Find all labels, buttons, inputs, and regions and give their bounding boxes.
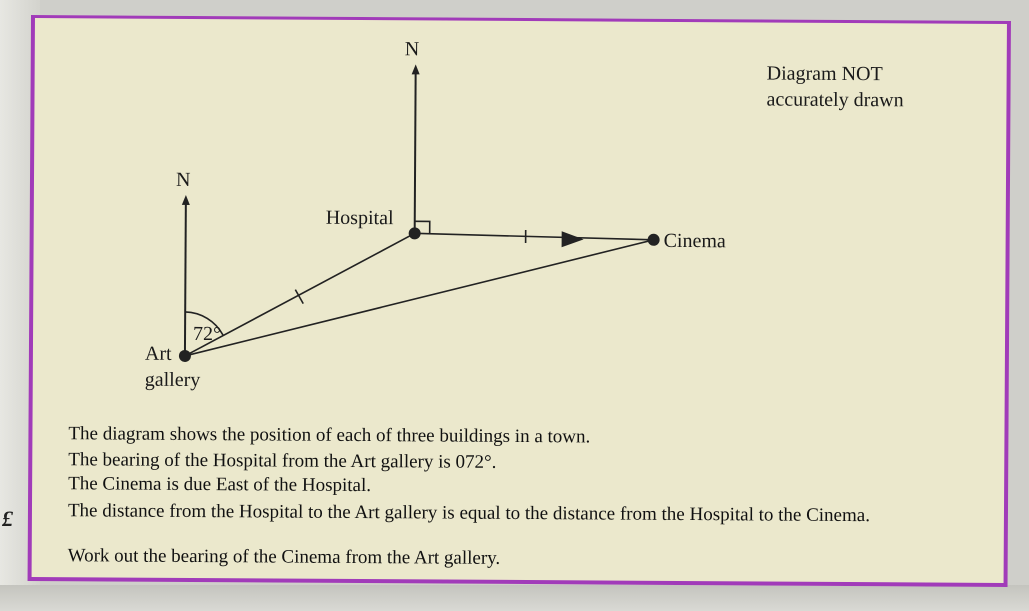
art-north-label: N	[175, 168, 191, 191]
art-north-line	[185, 201, 186, 356]
margin-mark: £	[2, 506, 13, 531]
diagram-note-line1: Diagram NOT	[766, 62, 883, 86]
cinema-point	[648, 234, 660, 246]
hospital-point	[409, 227, 421, 239]
question-line-4: The distance from the Hospital to the Art gallery is equal to the distance from the Hospital to the Cinema.	[67, 500, 871, 527]
question-line-5: Work out the bearing of the Cinema from the Art gallery.	[67, 545, 501, 569]
cinema-label: Cinema	[663, 229, 726, 253]
diagram-note-line2: accurately drawn	[766, 88, 904, 112]
desk-edge	[0, 585, 1029, 611]
question-line-3: The Cinema is due East of the Hospital.	[68, 473, 372, 497]
art-gallery-point	[179, 350, 191, 362]
question-line-2: The bearing of the Hospital from the Art gallery is 072°.	[68, 449, 497, 473]
hospital-label: Hospital	[325, 206, 394, 230]
east-direction-arrow	[562, 231, 584, 247]
hospital-north-arrow	[412, 64, 420, 74]
art-cinema-line	[185, 237, 654, 359]
art-gallery-label-line1: Art	[144, 342, 172, 365]
angle-label: 72°	[192, 322, 222, 346]
question-card	[28, 15, 1011, 587]
art-north-arrow	[182, 195, 190, 205]
hospital-cinema-line	[415, 233, 654, 239]
art-gallery-label-line2: gallery	[144, 368, 201, 392]
question-line-1: The diagram shows the position of each of three buildings in a town.	[68, 423, 591, 448]
hospital-north-label: N	[404, 38, 420, 61]
hospital-north-line	[415, 70, 416, 233]
